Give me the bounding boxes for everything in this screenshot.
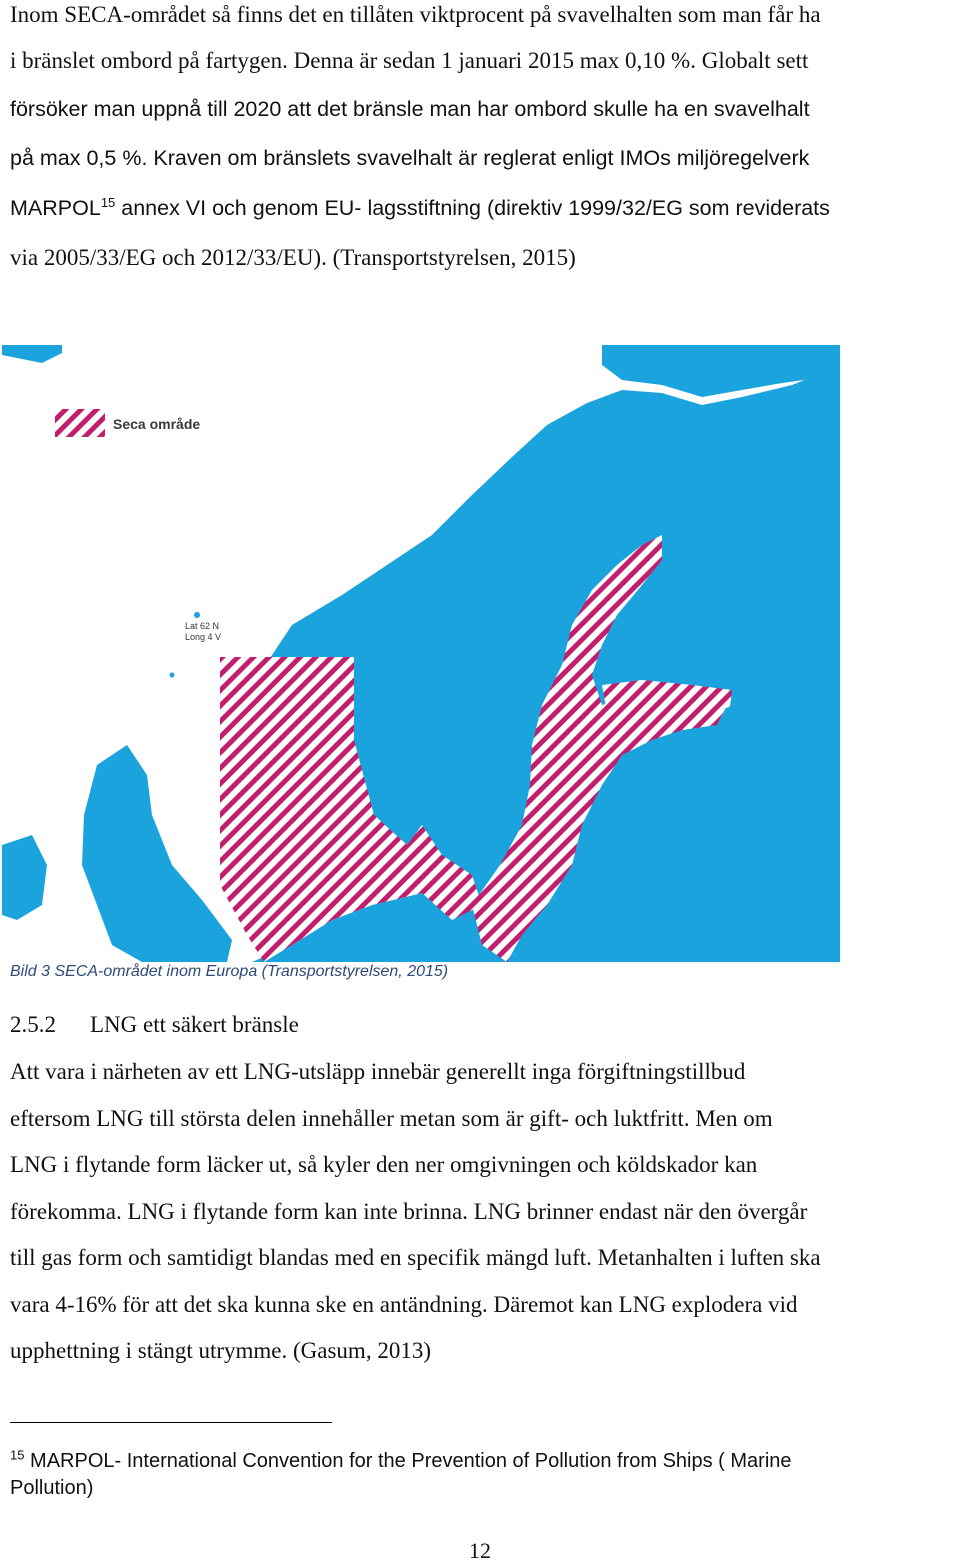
footnote-text-cont: Pollution) bbox=[10, 1477, 94, 1499]
text-fragment: annex VI och genom EU- lagsstiftning (direktiv 1999/32/EG som reviderats bbox=[115, 196, 830, 220]
text-line: eftersom LNG till största delen innehåller metan som är gift- och luktfritt. Men om bbox=[10, 1106, 773, 1131]
marpol-term: MARPOL bbox=[10, 196, 101, 220]
legend-swatch bbox=[55, 409, 105, 437]
figure-caption: Bild 3 SECA-området inom Europa (Transportstyrelsen, 2015) bbox=[10, 963, 449, 980]
footnote bbox=[10, 1448, 910, 1502]
text-line: LNG i flytande form läcker ut, så kyler den ner omgivningen och köldskador kan bbox=[10, 1152, 758, 1177]
text-line: upphettning i stängt utrymme. (Gasum, 2013) bbox=[10, 1338, 431, 1363]
footnote-text: International Convention for the Prevention of Pollution from Ships ( Marine bbox=[126, 1450, 792, 1472]
lat-label: Lat 62 N bbox=[185, 621, 220, 631]
text-line: förekomma. LNG i flytande form kan inte brinna. LNG brinner endast när den övergår bbox=[10, 1199, 808, 1224]
footnote-marker: 15 bbox=[10, 1447, 25, 1463]
text-line: i bränslet ombord på fartygen. Denna är sedan 1 januari 2015 max 0,10 %. Globalt sett bbox=[10, 48, 809, 73]
footnote-separator bbox=[10, 1422, 332, 1423]
text-line: via 2005/33/EG och 2012/33/EU). (Transportstyrelsen, 2015) bbox=[10, 245, 576, 270]
text-line: till gas form och samtidigt blandas med en specifik mängd luft. Metanhalten i luften ska bbox=[10, 1245, 821, 1270]
text-line: Att vara i närheten av ett LNG-utsläpp innebär generellt inga förgiftningstillbud bbox=[10, 1059, 746, 1084]
footnote-term: MARPOL- bbox=[30, 1450, 122, 1472]
text-line: vara 4-16% för att det ska kunna ske en antändning. Däremot kan LNG explodera vid bbox=[10, 1292, 798, 1317]
section-heading bbox=[10, 1012, 299, 1038]
section-number: 2.5.2 bbox=[10, 1012, 56, 1037]
legend-label: Seca område bbox=[113, 416, 201, 432]
text-line bbox=[10, 196, 830, 221]
text-line: försöker man uppnå till 2020 att det bränsle man har ombord skulle ha en svavelhalt bbox=[10, 97, 810, 121]
section-title: LNG ett säkert bränsle bbox=[90, 1012, 299, 1037]
long-label: Long 4 V bbox=[185, 632, 222, 642]
footnote-ref[interactable]: 15 bbox=[100, 194, 116, 210]
text-line: på max 0,5 %. Kraven om bränslets svavelhalt är reglerat enligt IMOs miljöregelverk bbox=[10, 146, 810, 170]
text-line: Inom SECA-området så finns det en tillåten viktprocent på svavelhalten som man får ha bbox=[10, 2, 821, 27]
page-number: 12 bbox=[469, 1538, 491, 1563]
seca-map bbox=[2, 345, 840, 962]
